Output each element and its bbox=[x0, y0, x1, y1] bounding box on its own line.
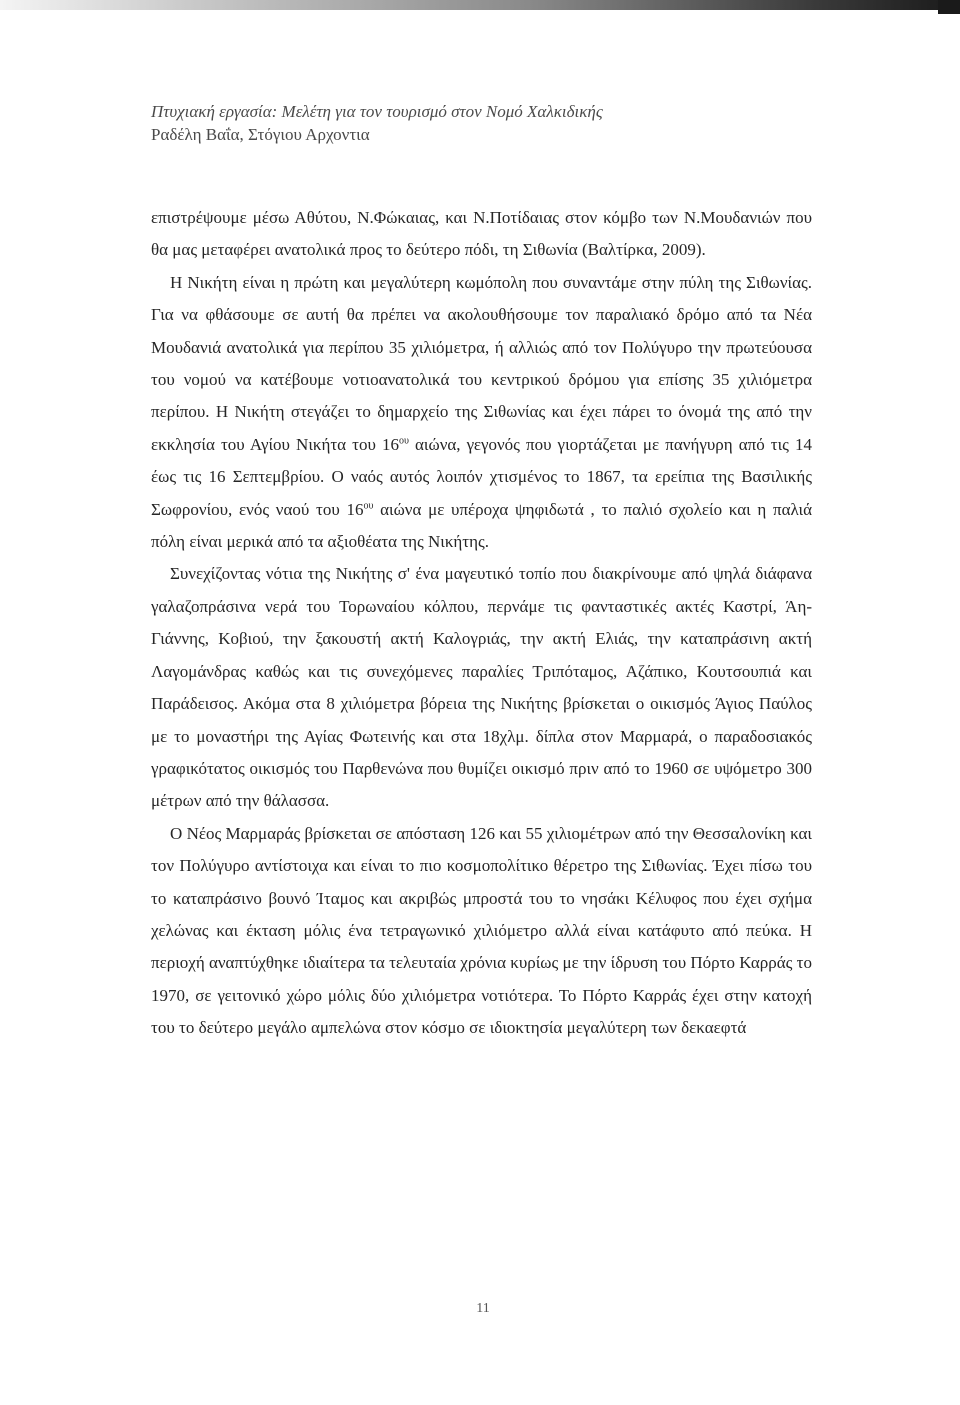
scan-border-top bbox=[0, 0, 960, 10]
paragraph-2-part-b: αιώνα, γεγονός που γιορτάζεται με πανήγυρη από τις 14 έως τις 16 Σεπτεμβρίου. Ο ναός αυτός λοιπόν χτισμένος το 1867, τα ερείπια της Βασιλικής Σωφρονίου, ενός ναού του 16 bbox=[151, 434, 812, 519]
paragraph-2-part-c: αιώνα με υπέροχα ψηφιδωτά , το παλιό σχολείο και η παλιά πόλη είναι μερικά από τα αξιοθέατα της Νικήτης. bbox=[151, 499, 812, 552]
paragraph-2-part-a: Η Νικήτη είναι η πρώτη και μεγαλύτερη κωμόπολη που συναντάμε στην πύλη της Σιθωνίας. Για να φθάσουμε σε αυτή θα πρέπει να ακολουθήσουμε τον παραλιακό δρόμο από τα Νέα Μουδανιά ανατολικά για περίπου 35 χιλιόμετρα, ή αλλιώς από τον Πολύγυρο την πρωτεύουσα του νομού να κατέβουμε νοτιοανατολικά του κεντρικού δρόμου για επίσης 35 χιλιόμετρα περίπου. Η Νικήτη στεγάζει το δημαρχείο της Σιθωνίας και έχει πάρει το όνομά της από την εκκλησία του Αγίου Νικήτα του 16 bbox=[151, 272, 812, 454]
paragraph-2 bbox=[151, 267, 812, 559]
thesis-authors: Ραδέλη Βαΐα, Στόγιου Αρχοντια bbox=[151, 125, 370, 144]
paragraph-3: Συνεχίζοντας νότια της Νικήτης σ' ένα μαγευτικό τοπίο που διακρίνουμε από ψηλά διάφανα γαλαζοπράσινα νερά του Τορωναίου κόλπου, περνάμε τις φανταστικές ακτές Καστρί, Άη-Γιάννης, Κοβιού, την ξακουστή ακτή Καλογριάς, την ακτή Ελιάς, την καταπράσινη ακτή Λαγομάνδρας καθώς και τις συνεχόμενες παραλίες Τριπόταμος, Αζάπικο, Κουτσουπιά και Παράδεισος. Ακόμα στα 8 χιλιόμετρα βόρεια της Νικήτης βρίσκεται ο οικισμός Άγιος Παύλος με το μοναστήρι της Αγίας Φωτεινής και στα 18χλμ. δίπλα στον Μαρμαρά, ο παραδοσιακός γραφικότατος οικισμός του Παρθενώνα που θυμίζει οικισμό πριν από το 1960 σε υψόμετρο 300 μέτρων από την θάλασσα. bbox=[151, 564, 812, 811]
scan-border-corner bbox=[938, 0, 960, 14]
ordinal-superscript: ου bbox=[399, 435, 409, 447]
thesis-title: Πτυχιακή εργασία: Μελέτη για τον τουρισμό στον Νομό Χαλκιδικής bbox=[151, 102, 603, 121]
page-number: 11 bbox=[476, 1301, 490, 1316]
paragraph-4: Ο Νέος Μαρμαράς βρίσκεται σε απόσταση 126 και 55 χιλιομέτρων από την Θεσσαλονίκη και τον Πολύγυρο αντίστοιχα και είναι το πιο κοσμοπολίτικο θέρετρο της Σιθωνίας. Έχει πίσω του το καταπράσινο βουνό Ίταμος και ακριβώς μπροστά του το νησάκι Κέλυφος που έχει σχήμα χελώνας και έκταση μόλις ένα τετραγωνικό χιλιόμετρο αλλά είναι κατάφυτο από πεύκα. Η περιοχή αναπτύχθηκε ιδιαίτερα τα τελευταία χρόνια κυρίως με την ίδρυση του Πόρτο Καρράς το 1970, σε γειτονικό χώρο μόλις δύο χιλιόμετρα νοτιότερα. Το Πόρτο Καρράς έχει στην κατοχή του το δεύτερο μεγάλο αμπελώνα στον κόσμο σε ιδιοκτησία μεγαλύτερη των δεκαεφτά bbox=[151, 823, 812, 1038]
document-body bbox=[151, 202, 812, 1045]
page-header bbox=[151, 100, 831, 146]
ordinal-superscript: ου bbox=[363, 500, 374, 511]
paragraph-1: επιστρέψουμε μέσω Αθύτου, Ν.Φώκαιας, και Ν.Ποτίδαιας στον κόμβο των Ν.Μουδανιών που θα μας μεταφέρει ανατολικά προς το δεύτερο πόδι, τη Σιθωνία (Βαλτίρκα, 2009). bbox=[151, 208, 812, 260]
